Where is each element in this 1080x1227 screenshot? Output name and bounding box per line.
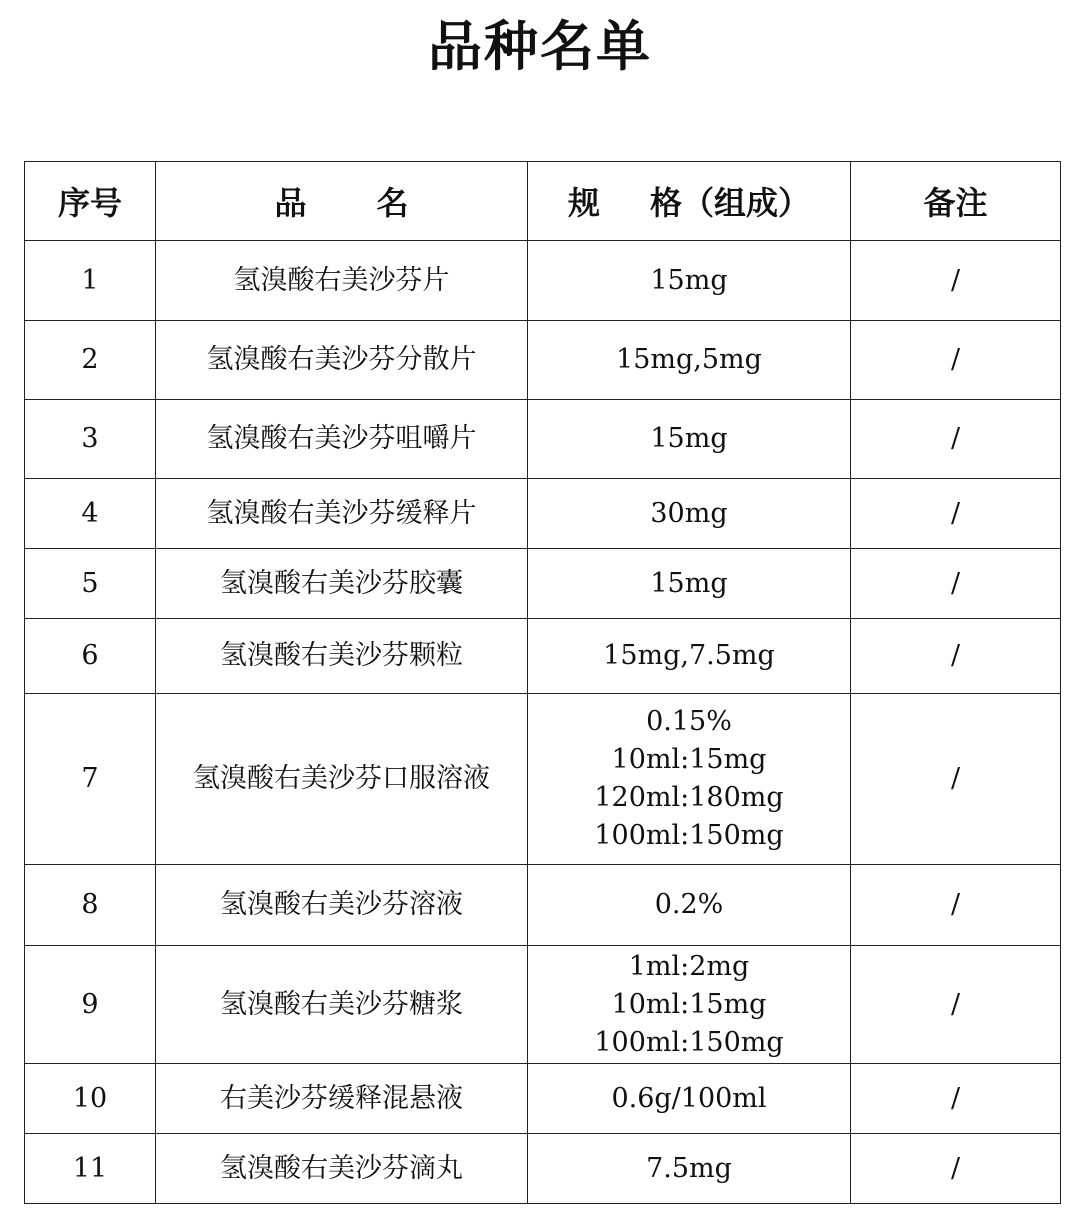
product-spec	[528, 479, 851, 549]
product-spec	[528, 694, 851, 865]
header-no: 序号	[25, 162, 156, 241]
product-name: 氢溴酸右美沙芬颗粒	[156, 619, 528, 694]
table-row	[25, 321, 1061, 400]
spec-line: 120ml:180mg	[594, 782, 784, 813]
remark: /	[851, 479, 1061, 549]
header-name-part-1: 品	[274, 184, 307, 222]
spec-line: 15mg,5mg	[616, 344, 762, 375]
row-number: 2	[25, 321, 156, 400]
variety-table	[24, 161, 1061, 1204]
row-number: 5	[25, 549, 156, 619]
remark: /	[851, 1134, 1061, 1204]
table-header-row	[25, 162, 1061, 241]
spec-line: 0.2%	[654, 889, 724, 920]
header-spec-part-1: 规	[567, 184, 600, 222]
table-row	[25, 400, 1061, 479]
spec-line: 30mg	[650, 497, 728, 529]
row-number: 3	[25, 400, 156, 479]
remark: /	[851, 400, 1061, 479]
product-name: 氢溴酸右美沙芬咀嚼片	[156, 400, 528, 479]
table-row	[25, 479, 1061, 549]
product-name: 氢溴酸右美沙芬胶囊	[156, 549, 528, 619]
remark: /	[851, 865, 1061, 946]
spec-line: 15mg	[650, 423, 728, 454]
product-spec	[528, 321, 851, 400]
spec-line: 10ml:15mg	[611, 744, 767, 775]
table-row	[25, 549, 1061, 619]
product-spec	[528, 400, 851, 479]
spec-line: 10ml:15mg	[611, 988, 767, 1020]
product-name: 氢溴酸右美沙芬溶液	[156, 865, 528, 946]
row-number: 11	[25, 1134, 156, 1204]
spec-line: 100ml:150mg	[594, 1026, 784, 1058]
spec-line: 1ml:2mg	[628, 950, 750, 982]
product-spec	[528, 619, 851, 694]
product-name: 氢溴酸右美沙芬滴丸	[156, 1134, 528, 1204]
row-number: 1	[25, 241, 156, 321]
table-row	[25, 241, 1061, 321]
table-row	[25, 865, 1061, 946]
spec-line: 0.15%	[646, 706, 732, 737]
remark: /	[851, 1064, 1061, 1134]
header-spec	[528, 162, 851, 241]
product-name: 氢溴酸右美沙芬片	[156, 241, 528, 321]
table-row	[25, 619, 1061, 694]
page-title: 品种名单	[428, 14, 652, 78]
row-number: 9	[25, 946, 156, 1064]
product-name: 氢溴酸右美沙芬分散片	[156, 321, 528, 400]
row-number: 8	[25, 865, 156, 946]
remark: /	[851, 321, 1061, 400]
spec-line: 100ml:150mg	[594, 820, 784, 851]
spec-line: 15mg	[650, 567, 728, 599]
spec-line: 0.6g/100ml	[611, 1082, 767, 1114]
row-number: 4	[25, 479, 156, 549]
remark: /	[851, 694, 1061, 865]
product-spec	[528, 946, 851, 1064]
row-number: 7	[25, 694, 156, 865]
product-name: 右美沙芬缓释混悬液	[156, 1064, 528, 1134]
product-spec	[528, 549, 851, 619]
table-row	[25, 1064, 1061, 1134]
remark: /	[851, 241, 1061, 321]
table-row	[25, 1134, 1061, 1204]
product-spec	[528, 241, 851, 321]
table-row	[25, 946, 1061, 1064]
row-number: 6	[25, 619, 156, 694]
row-number: 10	[25, 1064, 156, 1134]
product-spec	[528, 865, 851, 946]
header-name-part-2: 名	[376, 184, 409, 222]
table-row	[25, 694, 1061, 865]
product-name: 氢溴酸右美沙芬糖浆	[156, 946, 528, 1064]
header-spec-part-2: 格（组成）	[650, 184, 811, 222]
header-name	[156, 162, 528, 241]
product-name: 氢溴酸右美沙芬口服溶液	[156, 694, 528, 865]
product-name: 氢溴酸右美沙芬缓释片	[156, 479, 528, 549]
spec-line: 15mg	[650, 264, 728, 296]
product-spec	[528, 1064, 851, 1134]
header-remark: 备注	[851, 162, 1061, 241]
spec-line: 7.5mg	[646, 1152, 732, 1184]
product-spec	[528, 1134, 851, 1204]
remark: /	[851, 619, 1061, 694]
remark: /	[851, 549, 1061, 619]
remark: /	[851, 946, 1061, 1064]
spec-line: 15mg,7.5mg	[603, 640, 775, 671]
